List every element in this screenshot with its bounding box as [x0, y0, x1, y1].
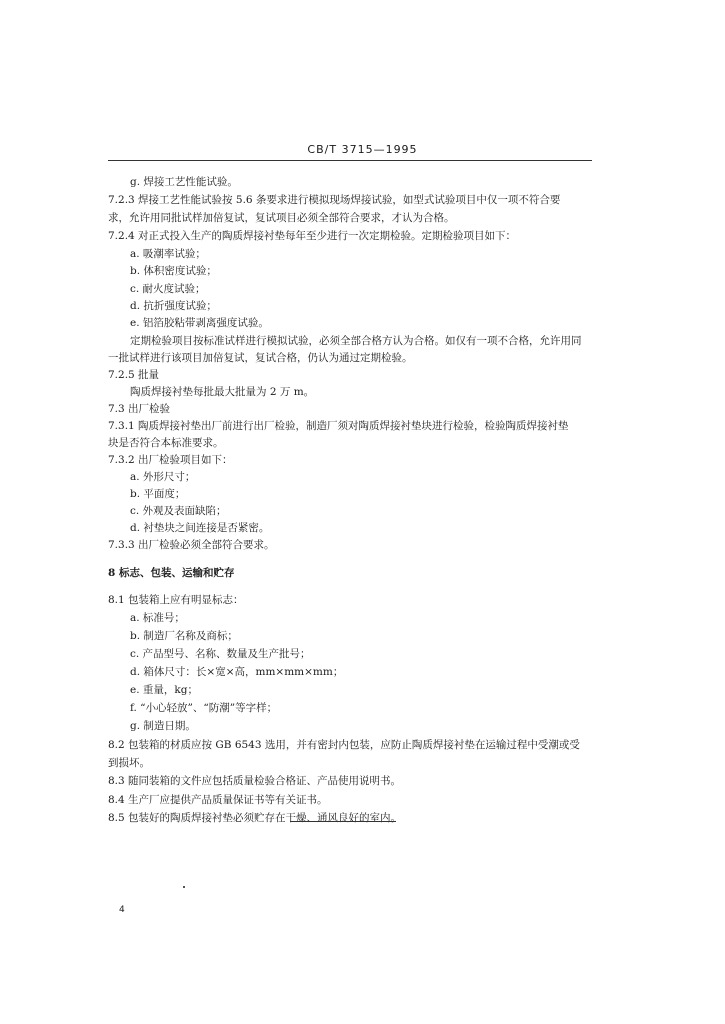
paragraph: 定期检验项目按标准试样进行模拟试验，必须全部合格方认为合格。如仅有一项不合格，允许用同	[130, 335, 582, 347]
list-item: b. 体积密度试验；	[130, 265, 217, 277]
list-item: a. 标准号；	[130, 612, 185, 624]
list-item: f. “小心轻放”、“防潮”等字样；	[130, 702, 278, 714]
clause-7-2-5: 7.2.5 批量	[108, 369, 160, 381]
list-item: e. 铝箔胶粘带剥离强度试验。	[130, 317, 269, 329]
clause-continuation: 求，允许用同批试样加倍复试，复试项目必须全部符合要求，才认为合格。	[108, 212, 455, 224]
clause-7-2-3: 7.2.3 焊接工艺性能试验按 5.6 条要求进行模拟现场焊接试验，如型式试验项目中仅一项不符合要	[108, 194, 561, 206]
clause-8-5: 8.5 包装好的陶质焊接衬垫必须贮存在干燥、通风良好的室内。	[108, 812, 402, 824]
list-item: d. 抗折强度试验；	[130, 300, 217, 312]
clause-8-2: 8.2 包装箱的材质应按 GB 6543 选用，并有密封内包装，应防止陶质焊接衬垫在运输过程中受潮或受	[108, 739, 580, 751]
clause-7-3-1: 7.3.1 陶质焊接衬垫出厂前进行出厂检验，制造厂须对陶质焊接衬垫块进行检验，检验陶质焊接衬垫	[108, 420, 569, 432]
clause-8-4: 8.4 生产厂应提供产品质量保证书等有关证书。	[108, 794, 328, 806]
header-rule	[108, 160, 592, 161]
end-of-text-rule	[290, 821, 396, 822]
list-item: d. 衬垫块之间连接是否紧密。	[130, 522, 270, 534]
clause-7-3-2: 7.3.2 出厂检验项目如下：	[108, 454, 233, 466]
list-item: a. 吸潮率试验；	[130, 248, 206, 260]
list-item: g. 焊接工艺性能试验。	[130, 176, 238, 188]
list-item: c. 外观及表面缺陷；	[130, 505, 227, 517]
paragraph: 陶质焊接衬垫每批最大批量为 2 万 m。	[130, 386, 315, 398]
standard-code-header: CB/T 3715—1995	[307, 143, 418, 156]
clause-7-3: 7.3 出厂检验	[108, 403, 171, 415]
list-item: b. 制造厂名称及商标；	[130, 630, 238, 642]
list-item: a. 外形尺寸；	[130, 471, 196, 483]
list-item: g. 制造日期。	[130, 720, 196, 732]
scan-speck	[183, 886, 185, 888]
list-item: c. 产品型号、名称、数量及生产批号；	[130, 648, 311, 660]
page-number: 4	[119, 905, 125, 915]
clause-7-2-4: 7.2.4 对正式投入生产的陶质焊接衬垫每年至少进行一次定期检验。定期检验项目如下：	[108, 230, 517, 242]
list-item: b. 平面度；	[130, 488, 186, 500]
list-item: e. 重量，kg；	[130, 684, 198, 696]
clause-7-3-3: 7.3.3 出厂检验必须全部符合要求。	[108, 539, 275, 551]
paragraph-continuation: 一批试样进行该项目加倍复试，复试合格，仍认为通过定期检验。	[108, 352, 413, 364]
clause-8-3: 8.3 随同装箱的文件应包括质量检验合格证、产品使用说明书。	[108, 775, 402, 787]
list-item: d. 箱体尺寸：长×宽×高，mm×mm×mm；	[130, 666, 344, 678]
section-8-heading: 8 标志、包装、运输和贮存	[108, 567, 235, 579]
clause-continuation: 到损坏。	[108, 757, 150, 769]
clause-8-1: 8.1 包装箱上应有明显标志：	[108, 594, 244, 606]
list-item: c. 耐火度试验；	[130, 283, 206, 295]
clause-continuation: 块是否符合本标准要求。	[108, 437, 224, 449]
